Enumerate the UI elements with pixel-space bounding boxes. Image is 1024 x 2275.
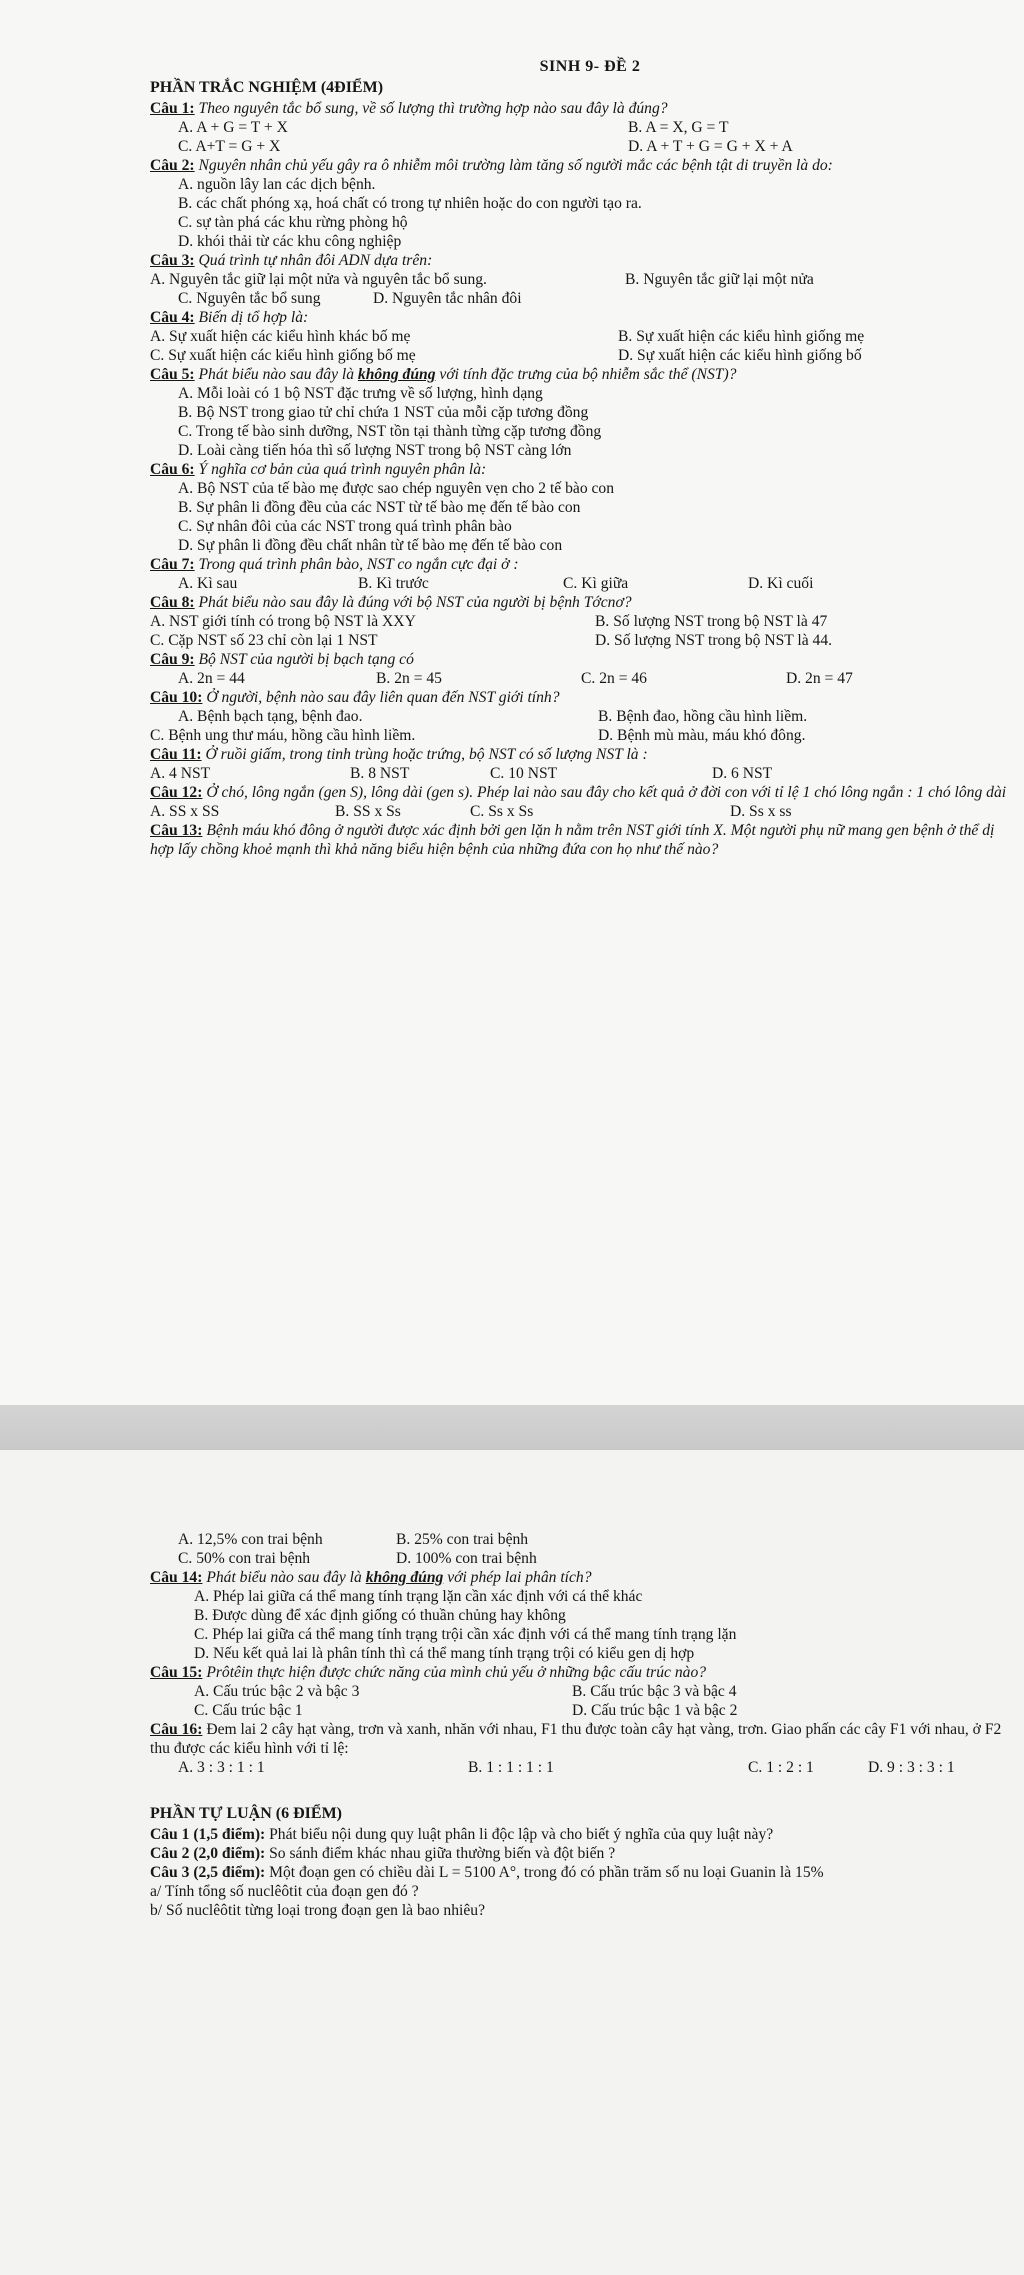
exam-page-2 — [0, 1450, 1024, 2275]
essay-question-3b: b/ Số nuclêôtit từng loại trong đoạn gen là bao nhiêu? — [150, 1902, 485, 1919]
question-11: Câu 11: Ở ruồi giấm, trong tinh trùng hoặc trứng, bộ NST có số lượng NST là : — [150, 746, 648, 763]
q12-options: A. SS x SS B. SS x Ss C. Ss x Ss D. Ss x ss — [150, 803, 792, 820]
question-8: Câu 8: Phát biểu nào sau đây là đúng với bộ NST của người bị bệnh Tớcnơ? — [150, 594, 632, 611]
essay-question-3: Câu 3 (2,5 điểm): Một đoạn gen có chiều dài L = 5100 A°, trong đó có phần trăm số nu loại Guanin là 15% — [150, 1864, 824, 1881]
q11-options: A. 4 NST B. 8 NST C. 10 NST D. 6 NST — [150, 765, 773, 782]
q14-options: A. Phép lai giữa cá thể mang tính trạng lặn cần xác định với cá thể khác B. Được dùng để xác định giống có thuần chủng hay không C. Phép lai giữa cá thể mang tính trạng trội cần xác định với cá thể mang tính trạng lặn D. Nếu kết quả lai là phân tính thì cá thể mang tính trạng trội có kiểu gen dị hợp — [194, 1588, 737, 1662]
question-7: Câu 7: Trong quá trình phân bào, NST co ngắn cực đại ở : — [150, 556, 519, 573]
question-10: Câu 10: Ở người, bệnh nào sau đây liên quan đến NST giới tính? — [150, 689, 560, 706]
q4-options: A. Sự xuất hiện các kiểu hình khác bố mẹ B. Sự xuất hiện các kiểu hình giống mẹ C. Sự xuất hiện các kiểu hình giống bố mẹ D. Sự xuất hiện các kiểu hình giống bố — [150, 328, 865, 364]
essay-question-1: Câu 1 (1,5 điểm): Phát biểu nội dung quy luật phân li độc lập và cho biết ý nghĩa của quy luật này? — [150, 1826, 774, 1843]
question-1: Câu 1: Theo nguyên tắc bổ sung, về số lượng thì trường hợp nào sau đây là đúng? — [150, 100, 668, 117]
question-15: Câu 15: Prôtêin thực hiện được chức năng của mình chủ yếu ở những bậc cấu trúc nào? — [150, 1664, 707, 1681]
question-6: Câu 6: Ý nghĩa cơ bản của quá trình nguyên phân là: — [150, 461, 487, 478]
question-13: Câu 13: Bệnh máu khó đông ở người được xác định bởi gen lặn h nằm trên NST giới tính X. Một người phụ nữ mang gen bệnh ở thể dị hợp lấy chồng khoẻ mạnh thì khả năng biểu hiện bệnh của những đứa con họ như thế nào? — [150, 822, 995, 858]
q16-options: A. 3 : 3 : 1 : 1 B. 1 : 1 : 1 : 1 C. 1 : 2 : 1 D. 9 : 3 : 3 : 1 — [178, 1759, 955, 1776]
q8-options: A. NST giới tính có trong bộ NST là XXY B. Số lượng NST trong bộ NST là 47 C. Cặp NST số 23 chỉ còn lại 1 NST D. Số lượng NST trong bộ NST là 44. — [150, 613, 833, 649]
question-14: Câu 14: Phát biểu nào sau đây là không đúng với phép lai phân tích? — [150, 1569, 592, 1586]
page-2-content — [150, 1530, 1010, 1920]
q3-options: A. Nguyên tắc giữ lại một nửa và nguyên tắc bổ sung. B. Nguyên tắc giữ lại một nửa C. Nguyên tắc bổ sung D. Nguyên tắc nhân đôi — [150, 271, 814, 307]
q1-options: A. A + G = T + X B. A = X, G = T C. A+T = G + X D. A + T + G = G + X + A — [178, 119, 793, 155]
exam-title: SINH 9- ĐỀ 2 — [539, 58, 641, 75]
essay-question-3a: a/ Tính tổng số nuclêôtit của đoạn gen đó ? — [150, 1883, 419, 1900]
q6-options: A. Bộ NST của tế bào mẹ được sao chép nguyên vẹn cho 2 tế bào con B. Sự phân li đồng đều của các NST từ tế bào mẹ đến tế bào con C. Sự nhân đôi của các NST trong quá trình phân bào D. Sự phân li đồng đều chất nhân từ tế bào mẹ đến tế bào con — [178, 480, 615, 554]
question-2: Câu 2: Nguyên nhân chủ yếu gây ra ô nhiễm môi trường làm tăng số người mắc các bệnh tật di truyền là do: — [150, 157, 833, 174]
question-16: Câu 16: Đem lai 2 cây hạt vàng, trơn và xanh, nhăn với nhau, F1 thu được toàn cây hạt vàng, trơn. Giao phấn các cây F1 với nhau, ở F2 thu được các kiểu hình với tỉ lệ: — [150, 1721, 1002, 1757]
q7-options: A. Kì sau B. Kì trước C. Kì giữa D. Kì cuối — [178, 575, 814, 592]
q15-options: A. Cấu trúc bậc 2 và bậc 3 B. Cấu trúc bậc 3 và bậc 4 C. Cấu trúc bậc 1 D. Cấu trúc bậc 1 và bậc 2 — [194, 1683, 738, 1719]
q2-options: A. nguồn lây lan các dịch bệnh. B. các chất phóng xạ, hoá chất có trong tự nhiên hoặc do con người tạo ra. C. sự tàn phá các khu rừng phòng hộ D. khói thải từ các khu công nghiệp — [178, 176, 642, 250]
section-multiple-choice: PHẦN TRẮC NGHIỆM (4ĐIỂM) — [150, 79, 384, 96]
question-9: Câu 9: Bộ NST của người bị bạch tạng có — [150, 651, 414, 668]
question-3: Câu 3: Quá trình tự nhân đôi ADN dựa trên: — [150, 252, 433, 269]
page-1-content — [150, 58, 1010, 859]
q13-options: A. 12,5% con trai bệnh B. 25% con trai bệnh C. 50% con trai bệnh D. 100% con trai bệnh — [178, 1531, 537, 1567]
q9-options: A. 2n = 44 B. 2n = 45 C. 2n = 46 D. 2n = 47 — [178, 670, 853, 687]
q10-options: A. Bệnh bạch tạng, bệnh đao. B. Bệnh đao, hồng cầu hình liềm. C. Bệnh ung thư máu, hồng cầu hình liềm. D. Bệnh mù màu, máu khó đông. — [150, 708, 808, 744]
question-5: Câu 5: Phát biểu nào sau đây là không đúng với tính đặc trưng của bộ nhiễm sắc thể (NST)? — [150, 366, 737, 383]
question-4: Câu 4: Biến dị tổ hợp là: — [150, 309, 309, 326]
section-essay: PHẦN TỰ LUẬN (6 ĐIỂM) — [150, 1805, 342, 1822]
page-gap — [0, 1405, 1024, 1450]
q5-options: A. Mỗi loài có 1 bộ NST đặc trưng về số lượng, hình dạng B. Bộ NST trong giao tử chỉ chứa 1 NST của mỗi cặp tương đồng C. Trong tế bào sinh dưỡng, NST tồn tại thành từng cặp tương đồng D. Loài càng tiến hóa thì số lượng NST trong bộ NST càng lớn — [178, 385, 602, 459]
question-12: Câu 12: Ở chó, lông ngắn (gen S), lông dài (gen s). Phép lai nào sau đây cho kết quả ở đời con với tỉ lệ 1 chó lông ngắn : 1 chó lông dài — [150, 784, 1007, 801]
essay-question-2: Câu 2 (2,0 điểm): So sánh điểm khác nhau giữa thường biến và đột biến ? — [150, 1845, 616, 1862]
